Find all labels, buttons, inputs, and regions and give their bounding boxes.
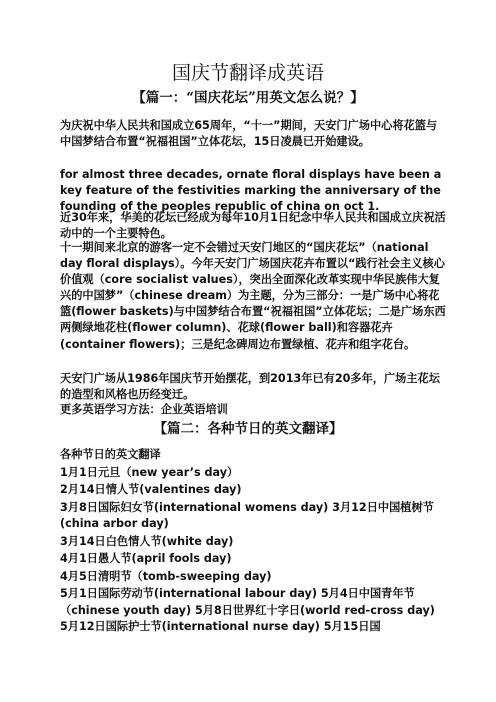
list-item: 2月14日情人节(valentines day)	[60, 483, 242, 496]
section-heading-2: 【篇二：各种节日的英文翻译】	[153, 421, 343, 437]
paragraph-details: 十一期间来北京的游客一定不会错过天安门地区的“国庆花坛”（national day floral displays）。今年天安门广场国庆花卉布置以“践行社会主义核心价值观（core socialist values），突出全面深化改革实现中华民族伟大复兴的中国梦”（chinese dream）为主题，分为三部分：一是广场中心将花篮(flower baskets)与中国梦结合布置“祝福祖国”立体花坛；二是广场东西两侧绿地花柱(flower column)、花球(flower ball)和容器花卉(container flowers)；三是纪念碑周边布置绿植、花卉和组字花台。	[60, 241, 446, 351]
paragraph-more-learning: 更多英语学习方法：企业英语培训	[60, 403, 228, 416]
list-item: 5月1日国际劳动节(international labour day) 5月4日中国青年节（chinese youth day) 5月8日世界红十字日(world red-cross day) 5月12日国际护士节(international nurse day) 5月15日国	[60, 587, 435, 633]
section-heading-1: 【篇一：“国庆花坛”用英文怎么说？】	[132, 90, 364, 106]
list-item: 3月8日国际妇女节(international womens day) 3月12日中国植树节(china arbor day)	[60, 500, 434, 530]
list-item: 3月14日白色情人节(white day)	[60, 534, 234, 548]
paragraph-translation: 近30年来，华美的花坛已经成为每年10月1日纪念中华人民共和国成立庆祝活动中的一个主要特色。	[60, 211, 446, 241]
paragraph-history: 天安门广场从1986年国庆节开始摆花，到2013年已有20多年，广场主花坛的造型和风格也历经变迁。	[60, 372, 440, 402]
holiday-list	[60, 447, 446, 637]
list-item: 4月1日愚人节(april fools day)	[60, 552, 232, 565]
paragraph-intro: 为庆祝中华人民共和国成立65周年，“十一”期间，天安门广场中心将花篮与中国梦结合布置“祝福祖国”立体花坛，15日凌晨已开始建设。	[60, 119, 438, 149]
list-item: 各种节日的英文翻译	[60, 448, 161, 461]
list-item: 4月5日清明节（tomb-sweeping day)	[60, 569, 272, 583]
list-item: 1月1日元旦（new year’s day）	[60, 465, 239, 479]
paragraph-english: for almost three decades, ornate floral displays have been a key feature of the festivities marking the anniversary of the founding of the peoples republic of china on oct 1.	[60, 168, 442, 214]
page-title: 国庆节翻译成英语	[171, 62, 324, 84]
